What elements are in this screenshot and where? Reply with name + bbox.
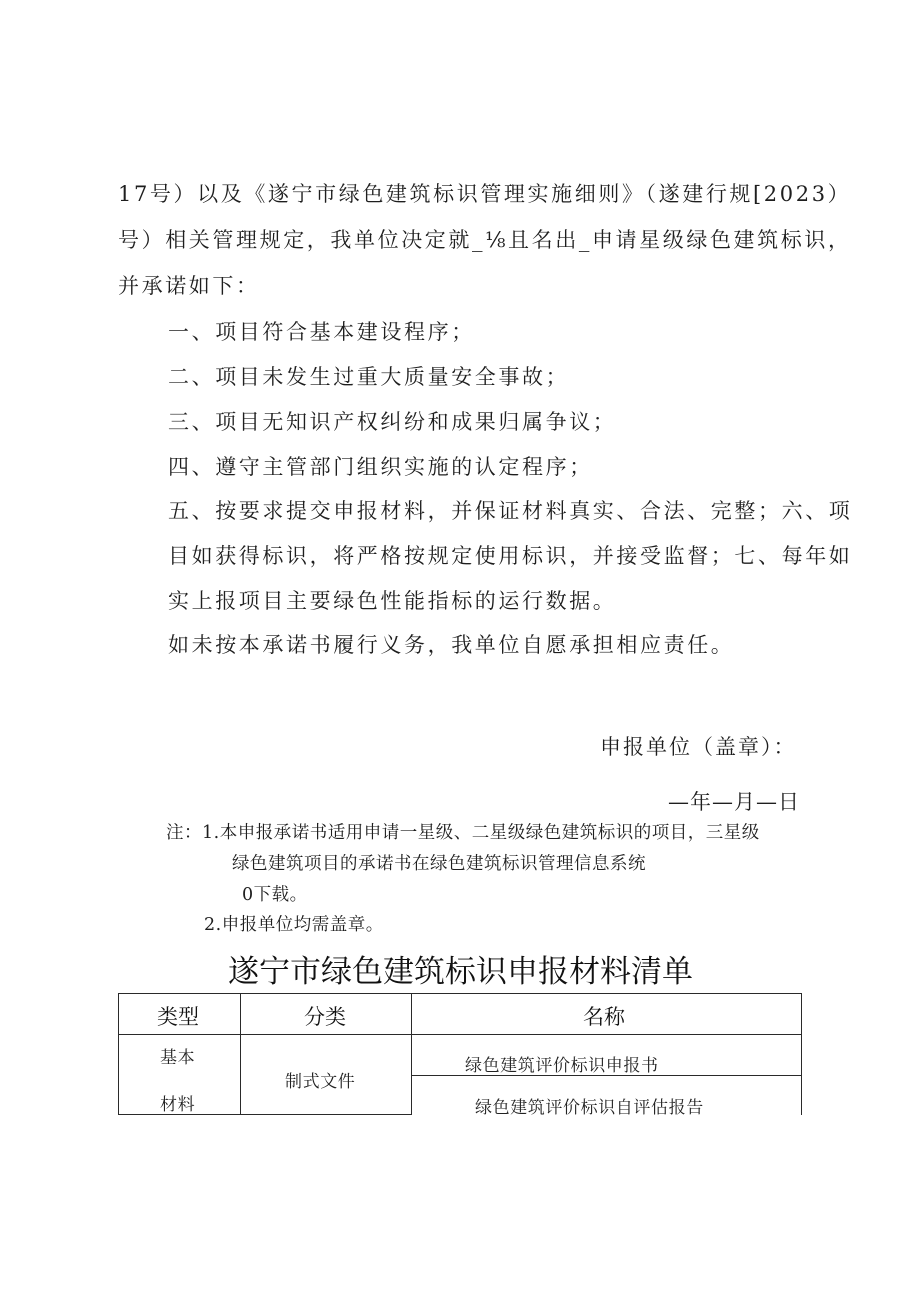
- materials-title: 遂宁市绿色建筑标识申报材料清单: [228, 954, 693, 990]
- category-cell: 制式文件: [285, 1072, 356, 1092]
- paragraph-line-3: 并承诺如下：: [118, 274, 260, 298]
- header-name: 名称: [583, 1005, 625, 1029]
- paragraph-line-2: 号）相关管理规定，我单位决定就_⅛且名出_申请星级绿色建筑标识，: [118, 228, 852, 252]
- name-cell-2: 绿色建筑评价标识自评估报告: [475, 1098, 704, 1118]
- note-2: 2.申报单位均需盖章。: [204, 915, 384, 935]
- signature-label: 申报单位（盖章）：: [600, 735, 797, 759]
- type-cell-line-2: 材料: [160, 1095, 196, 1115]
- table-col-divider-2: [411, 993, 412, 1115]
- header-type: 类型: [157, 1005, 199, 1029]
- commitment-item-3: 三、项目无知识产权纠纷和成果归属争议；: [168, 410, 617, 434]
- note-1-line-1: 注：1.本申报承诺书适用申请一星级、二星级绿色建筑标识的项目，三星级: [166, 823, 760, 843]
- table-header-divider: [118, 1034, 801, 1035]
- closing-statement: 如未按本承诺书履行义务，我单位自愿承担相应责任。: [168, 633, 735, 657]
- commitment-item-5-line-1: 五、按要求提交申报材料，并保证材料真实、合法、完整；六、项: [168, 499, 853, 523]
- commitment-item-2: 二、项目未发生过重大质量安全事故；: [168, 365, 570, 389]
- date-label: —年—月—日: [668, 790, 800, 814]
- name-cell-1: 绿色建筑评价标识申报书: [465, 1056, 659, 1076]
- commitment-item-5-line-3: 实上报项目主要绿色性能指标的运行数据。: [168, 589, 617, 613]
- paragraph-line-1: 17号）以及《遂宁市绿色建筑标识管理实施细则》（遂建行规[2023）: [118, 182, 852, 206]
- commitment-item-4: 四、遵守主管部门组织实施的认定程序；: [168, 455, 593, 479]
- commitment-item-5-line-2: 目如获得标识，将严格按规定使用标识，并接受监督；七、每年如: [168, 544, 853, 568]
- commitment-item-1: 一、项目符合基本建设程序；: [168, 320, 475, 344]
- header-category: 分类: [304, 1005, 346, 1029]
- table-col-divider-1: [240, 993, 241, 1115]
- type-cell-line-1: 基本: [160, 1048, 196, 1068]
- note-1-line-2: 绿色建筑项目的承诺书在绿色建筑标识管理信息系统: [232, 854, 646, 874]
- note-1-line-3: 0下载。: [242, 885, 308, 905]
